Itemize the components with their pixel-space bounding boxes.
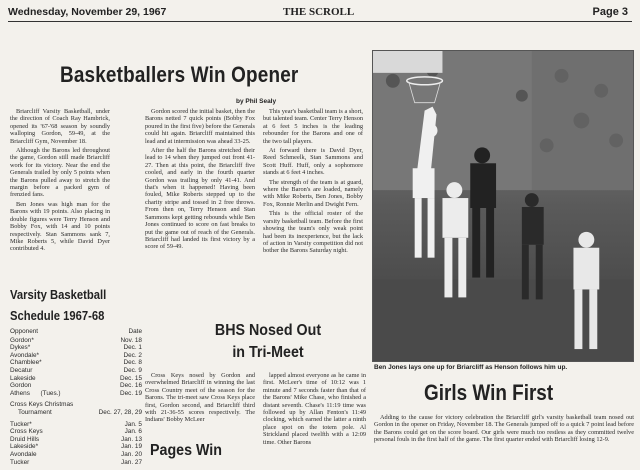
paragraph: Adding to the cause for victory celebration the Briarcliff girl's varsity basketball team nosed out Gordon in the opener on Friday, November 18. The Generals jumped off to a quick 7 point lead before the Barons could get on the score board. Our girls were much too restless as they committed twelve personal fouls in the first half of the game. The first quarter ended with Briarcliff losing 12-9. (374, 414, 634, 444)
paper-name: THE SCROLL (283, 6, 355, 18)
photo-caption: Ben Jones lays one up for Briarcliff as Henson follows him up. (374, 364, 568, 371)
article2-column-1 (145, 372, 255, 440)
byline: by Phil Sealy (236, 98, 277, 105)
headline-line-2: in Tri-Meet (232, 344, 304, 361)
paragraph: This year's basketball team is a short, but talented team. Center Terry Henson at 6 feet 5 inches is the leading rebounder for the Barons and one of the two tall players. (263, 108, 363, 145)
masthead (8, 4, 632, 20)
article4-body (374, 414, 634, 470)
schedule-row: Dykes* Dec. 1 (10, 344, 142, 352)
headline-girls-win-first: Girls Win First (424, 380, 554, 405)
col-opponent: Opponent (10, 328, 39, 335)
schedule-row: Athens (Tues.) Dec. 19 (10, 389, 142, 397)
basketball-photo (372, 50, 634, 362)
schedule-row: Lakeside Dec. 15 (10, 374, 142, 382)
schedule-row: Decatur Dec. 9 (10, 366, 142, 374)
schedule-row: Gordon Dec. 16 (10, 382, 142, 390)
headline-basketballers: Basketballers Win Opener (60, 62, 299, 87)
paragraph: Ben Jones was high man for the Barons with 19 points. Also placing in double figures were Terry Henson and Bobby Fox, with 14 and 10 points respectively. Stan Sammons sank 7, Mike Roberts 5, while David Dyer contributed 4. (10, 200, 110, 253)
paragraph: Gordon scored the initial basket, then the Barons netted 7 quick points (Bobby Fox poured in the first five) before the Generals could hit again. Briarcliff maintained this lead and at intermission was ahead 33-25. (145, 108, 255, 145)
schedule-row: Avondale Jan. 20 (10, 450, 142, 458)
paragraph: After the half the Barons stretched their lead to 14 when they jumped out front 41-27. Then at this point, the Briarcliff five cooled, and early in the fourth quarter Gordon was trailing by only 41-41. And that's when it happened! Having been fouled, Mike Roberts stepped up to the charity stripe and tossed in 2 free throws. From then on, Terry Henson and Stan Sammons kept getting rebounds while Ben Jones continued to score on fast breaks to put the game out of reach of the Generals. Briarcliff had landed its first victory by a score of 59-49. (145, 147, 255, 251)
schedule-row: Tucker Jan. 27 (10, 458, 142, 466)
col-date: Date (128, 328, 142, 335)
headline-pages-win: Pages Win (150, 442, 222, 459)
schedule-table (10, 328, 142, 466)
tournament-name: Cross Keys Christmas (10, 401, 74, 409)
schedule-row: Druid Hills Jan. 13 (10, 435, 142, 443)
paragraph: The strength of the team is at guard, where the Baron's are loaded, namely with Mike Roberts, Ben Jones, Bobby Fox, Ronnie Merlin and Dwight Fern. (263, 178, 363, 208)
schedule-title-line-2: Schedule 1967-68 (10, 309, 105, 323)
article1-column-1 (10, 108, 110, 286)
headline-line-1: BHS Nosed Out (214, 322, 322, 339)
paragraph: This is the official roster of the varsity basketball team. Before the first showing the team's only weak point had been its inexperience, but the lack of action in Varsity competition did not bother the Barons Saturday night. (263, 210, 363, 255)
article1-column-3 (263, 108, 363, 333)
schedule-row: Chamblee* Dec. 8 (10, 359, 142, 367)
paragraph: Briarcliff Varsity Basketball, under the direction of Coach Ray Hambrick, opened its '67-'68 season by soundly walloping Gordon, 59-49, at the Briarcliff Gym, November 18. (10, 108, 110, 145)
paragraph: Cross Keys nosed by Gordon and overwhelmed Briarcliff in winning the last Cross Country meet of the season for the Barons. The tri-meet saw Cross Keys place first, Gordon second, and Briarcliff third with 21-36-55 scores respectively. The Indians' Bobby McLeer (145, 372, 255, 424)
schedule-title-line-1: Varsity Basketball (10, 288, 107, 302)
paragraph: Although the Barons led throughout the game, Gordon still made Briarcliff work for its victory. Near the end the Generals trailed by only 5 points when the Barons pulled away to stretch the margin before a packed gym of frenzied fans. (10, 147, 110, 199)
schedule-row: Cross Keys Jan. 6 (10, 428, 142, 436)
schedule-row: Lakeside* Jan. 19 (10, 443, 142, 451)
schedule-row: Gordon* Nov. 18 (10, 336, 142, 344)
photo-illustration (373, 51, 633, 361)
headline-bhs-nosed-out (176, 320, 360, 364)
tournament-row: Tournament Dec. 27, 28, 29 (18, 408, 142, 416)
schedule-row: Tucker* Jan. 5 (10, 420, 142, 428)
article2-column-2 (263, 372, 366, 470)
schedule-header (10, 328, 142, 336)
paragraph: At forward there is David Dyer, Reed Schmeelk, Stan Sammons and Scott Huff. Huff, only a sophomore stands at 6 feet 4 inches. (263, 147, 363, 177)
paragraph: lapped almost everyone as he came in first. McLeer's time of 10:12 was 1 minute and 7 seconds faster than that of the Barons' Mike Chase, who finished a distant seventh. Chase's 11:19 time was followed up by Allan Fenton's 11:49 clocking, which earned the latter a ninth place spot on the totem pole. Al Strickland placed twelfth with a 12:09 time. Other Barons (263, 372, 366, 446)
schedule-row: Avondale* Dec. 2 (10, 351, 142, 359)
page-number: Page 3 (592, 6, 628, 18)
issue-date: Wednesday, November 29, 1967 (8, 6, 167, 18)
schedule-title (10, 288, 127, 324)
masthead-rule (8, 21, 632, 22)
article1-column-2 (145, 108, 255, 313)
